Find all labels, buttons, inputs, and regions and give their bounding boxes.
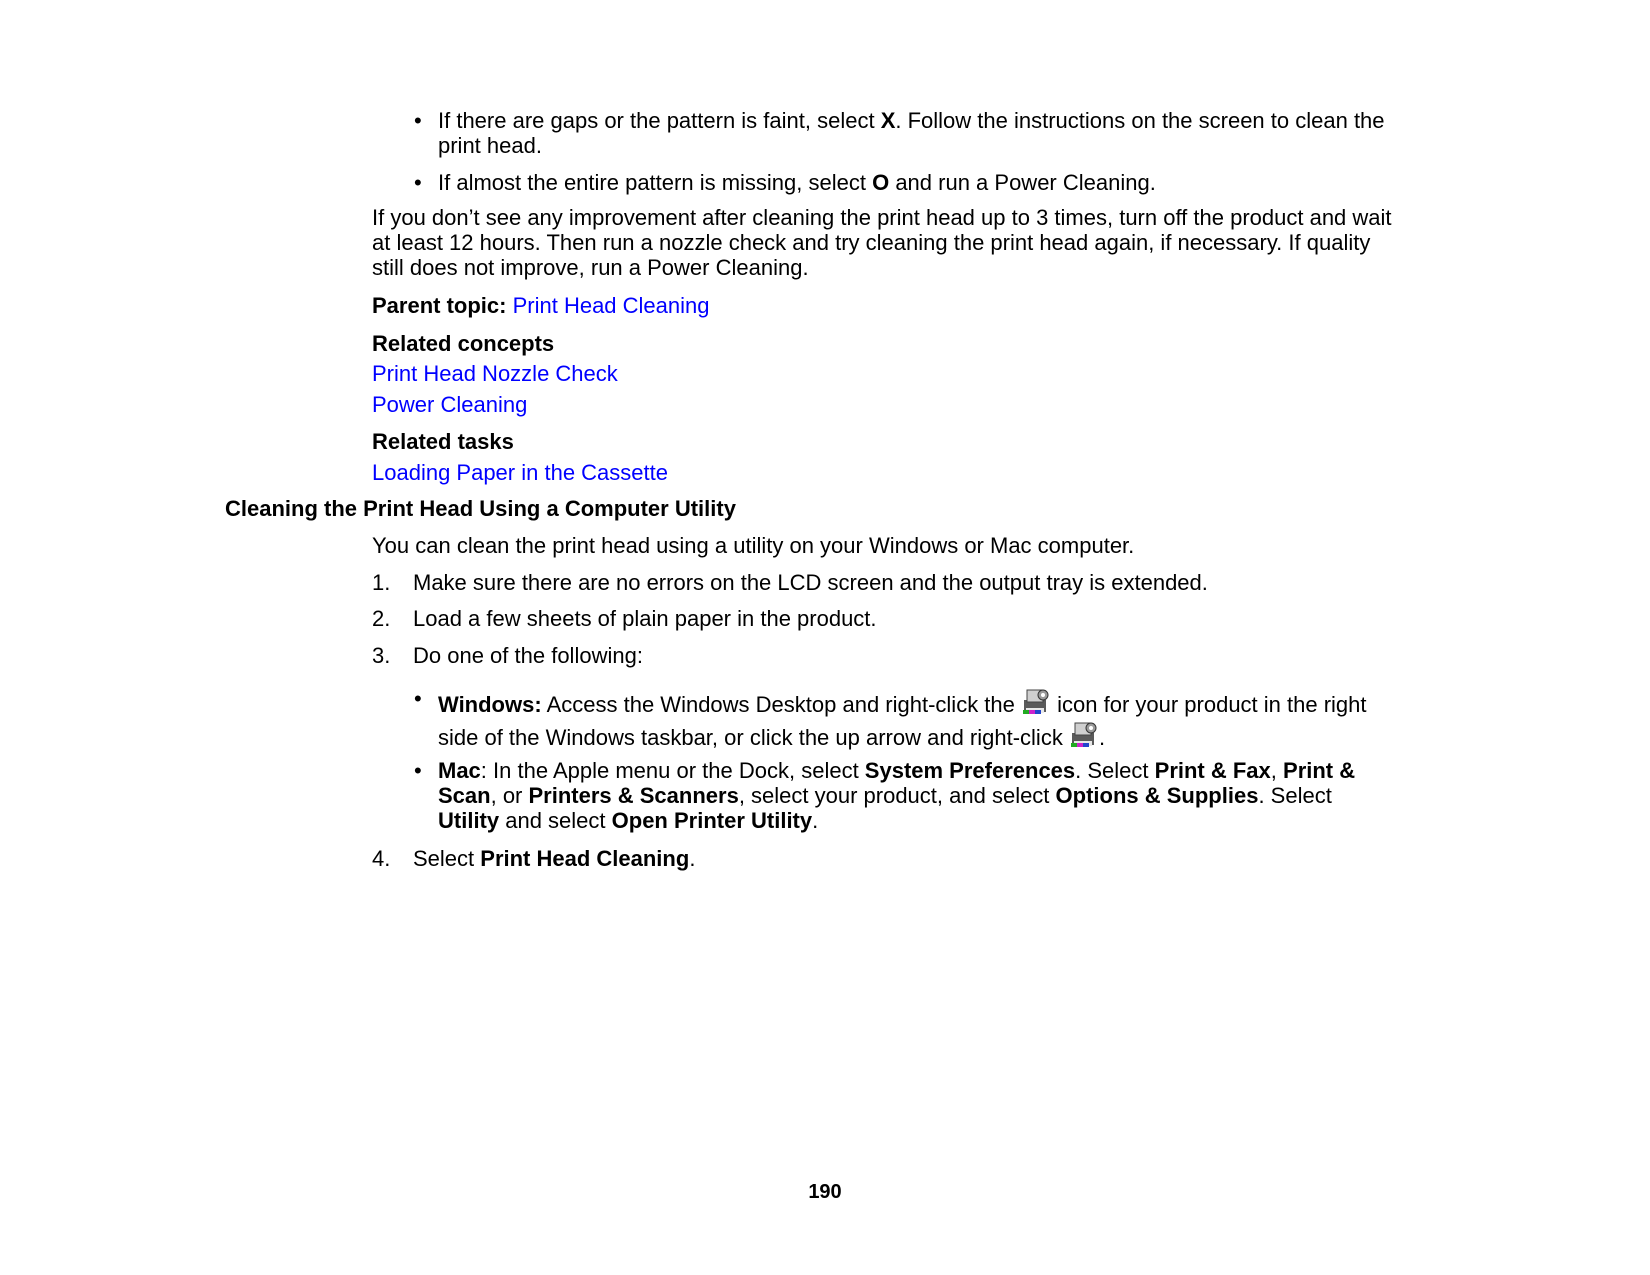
step-number: 2. [372, 606, 391, 631]
step-text: Load a few sheets of plain paper in the product. [413, 606, 877, 631]
related-tasks-heading: Related tasks [372, 429, 514, 454]
bullet-item-windows-line2 [438, 719, 1418, 750]
bullet-mark: • [414, 108, 422, 133]
step-text: Make sure there are no errors on the LCD screen and the output tray is extended. [413, 570, 1208, 595]
step-text: Do one of the following: [413, 643, 643, 668]
mac-bold: System Preferences [864, 758, 1076, 783]
parent-topic-label: Parent topic: [372, 293, 507, 318]
step-text: Select [413, 846, 481, 871]
page-number: 190 [808, 1181, 842, 1203]
paragraph-line: If you don’t see any improvement after cleaning the print head up to 3 times, turn off the product and wait [372, 205, 1392, 230]
bullet-text: If there are gaps or the pattern is faint, select [438, 108, 881, 133]
step-number: 3. [372, 643, 391, 668]
bullet-text: . Follow the instructions on the screen to clean the [895, 108, 1385, 133]
bullet-mark: • [414, 686, 422, 711]
bullet-mark: • [414, 758, 422, 783]
mac-text: : In the Apple menu or the Dock, select [480, 758, 865, 783]
bullet-text-line2: print head. [438, 133, 542, 158]
mac-label: Mac [438, 758, 481, 783]
bullet-text: and run a Power Cleaning. [889, 170, 1156, 195]
windows-text-end: . [1098, 725, 1106, 750]
printer-utility-icon [1021, 686, 1051, 716]
bullet-mark: • [414, 170, 422, 195]
step-number: 1. [372, 570, 391, 595]
mac-bold: Scan [438, 783, 491, 808]
paragraph-improve [372, 205, 1472, 280]
related-task-link-loading-paper[interactable]: Loading Paper in the Cassette [372, 460, 668, 485]
bullet-text: If almost the entire pattern is missing, select [438, 170, 873, 195]
step-text: . [689, 846, 696, 871]
related-concept-link-power-cleaning[interactable]: Power Cleaning [372, 392, 528, 417]
related-concept-link-nozzle-check[interactable]: Print Head Nozzle Check [372, 361, 618, 386]
mac-text: . [812, 808, 819, 833]
paragraph-line: still does not improve, run a Power Cleaning. [372, 255, 809, 280]
windows-label: Windows: [438, 692, 542, 717]
related-concepts-heading: Related concepts [372, 331, 555, 356]
step-number: 4. [372, 846, 391, 871]
section-title: Cleaning the Print Head Using a Computer Utility [225, 496, 736, 521]
mac-text: and select [499, 808, 612, 833]
mac-text: . Select [1075, 758, 1155, 783]
step-bold: Print Head Cleaning [480, 846, 690, 871]
mac-bold: Open Printer Utility [611, 808, 813, 833]
paragraph-line: at least 12 hours. Then run a nozzle check and try cleaning the print head again, if necessary. If quality [372, 230, 1371, 255]
mac-bold: Print & Fax [1154, 758, 1271, 783]
bullet-bold: X [880, 108, 896, 133]
windows-text: Access the Windows Desktop and right-click the [541, 692, 1022, 717]
mac-bold: Print & [1283, 758, 1356, 783]
mac-text: , [1270, 758, 1284, 783]
mac-text: , or [490, 783, 529, 808]
mac-bold: Printers & Scanners [528, 783, 739, 808]
parent-topic-link[interactable]: Print Head Cleaning [512, 293, 710, 318]
mac-bold: Options & Supplies [1055, 783, 1259, 808]
printer-utility-icon [1069, 719, 1099, 749]
bullet-bold: O [872, 170, 890, 195]
mac-text: . Select [1258, 783, 1332, 808]
mac-bold: Utility [438, 808, 500, 833]
mac-text: , select your product, and select [738, 783, 1056, 808]
windows-text-line2: side of the Windows taskbar, or click the up arrow and right-click [438, 725, 1069, 750]
windows-text: icon for your product in the right [1051, 692, 1367, 717]
parent-topic [372, 293, 1372, 318]
section-intro: You can clean the print head using a utility on your Windows or Mac computer. [372, 533, 1135, 558]
